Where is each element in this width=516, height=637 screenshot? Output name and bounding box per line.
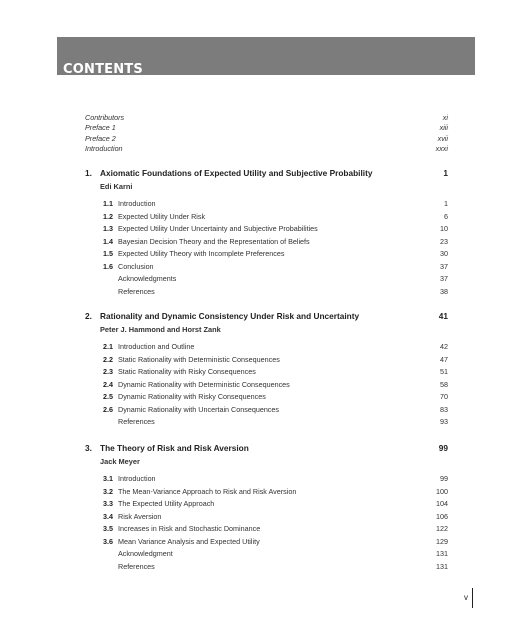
section-entry[interactable] [85,536,448,549]
section-entry[interactable] [85,354,448,367]
section-page: 104 [436,499,448,508]
section-title: Static Rationality with Deterministic Consequences [118,354,280,364]
section-page: 23 [440,236,448,246]
section-title: References [118,286,155,296]
front-matter-label: Introduction [85,143,123,153]
section-title: Acknowledgments [118,274,177,283]
section-page: 100 [436,486,448,496]
section-number: 3.2 [103,486,113,496]
front-matter-entry[interactable] [85,134,448,144]
section-title: References [118,417,155,426]
section-page: 6 [444,211,448,221]
section-page: 30 [440,249,448,258]
section-entry[interactable] [85,211,448,224]
section-number: 2.2 [103,354,113,364]
front-matter-page: xvii [437,133,448,143]
section-page: 10 [440,224,448,233]
section-title: Expected Utility Theory with Incomplete Preferences [118,249,285,258]
chapter-page: 1 [443,168,448,178]
section-entry[interactable] [85,486,448,499]
section-title: The Mean-Variance Approach to Risk and Risk Aversion [118,486,297,496]
section-page: 83 [440,404,448,414]
section-page: 131 [436,549,448,558]
section-entry[interactable] [85,223,448,236]
section-number: 1.1 [103,199,113,208]
section-entry[interactable] [85,416,448,429]
chapter-3 [85,442,448,573]
section-entry[interactable] [85,523,448,536]
section-entry[interactable] [85,286,448,299]
chapter-heading[interactable] [85,310,448,322]
chapter-heading[interactable] [85,442,448,454]
chapter-title: Rationality and Dynamic Consistency Under Risk and Uncertainty [100,311,360,321]
section-number: 3.3 [103,499,113,508]
section-number: 2.6 [103,404,113,414]
header-band [57,37,475,75]
page-number-rule [472,588,473,608]
chapter-title: Axiomatic Foundations of Expected Utility and Subjective Probability [100,168,373,178]
section-entry[interactable] [85,379,448,392]
section-title: Bayesian Decision Theory and the Representation of Beliefs [118,236,310,246]
section-number: 1.6 [103,261,113,271]
section-page: 131 [436,561,448,571]
section-page: 106 [436,511,448,521]
front-matter-label: Preface 1 [85,123,116,133]
front-matter-entry[interactable] [85,123,448,133]
chapter-author: Peter J. Hammond and Horst Zank [100,325,221,334]
front-matter-label: Contributors [85,113,125,122]
page-number: v [464,593,468,602]
section-number: 1.5 [103,249,113,258]
section-title: Risk Aversion [118,511,162,521]
section-entry[interactable] [85,498,448,511]
section-page: 93 [440,417,448,426]
section-entry[interactable] [85,261,448,274]
section-page: 129 [436,536,448,546]
section-number: 1.3 [103,224,113,233]
section-number: 3.1 [103,474,113,483]
section-page: 37 [440,261,448,271]
section-number: 1.4 [103,236,113,246]
section-number [85,273,118,286]
section-entry[interactable] [85,473,448,486]
section-number: 3.5 [103,524,113,533]
section-title: Dynamic Rationality with Uncertain Consequences [118,404,279,414]
chapter-2 [85,310,448,429]
front-matter-page: xi [442,113,448,122]
section-page: 38 [440,286,448,296]
section-title: Mean Variance Analysis and Expected Utility [118,536,260,546]
front-matter-label: Preface 2 [85,133,116,143]
section-entry[interactable] [85,341,448,354]
section-number [85,286,118,299]
section-entry[interactable] [85,511,448,524]
section-entry[interactable] [85,561,448,574]
section-title: Dynamic Rationality with Deterministic Consequences [118,379,290,389]
section-page: 122 [436,524,448,533]
section-page: 37 [440,274,448,283]
chapter-number: 2. [85,311,92,321]
section-title: Increases in Risk and Stochastic Dominance [118,524,261,533]
chapter-author: Edi Karni [100,182,133,191]
section-number: 3.6 [103,536,113,546]
section-page: 70 [440,392,448,401]
front-matter-page: xxxi [435,143,448,153]
front-matter-entry[interactable] [85,113,448,123]
section-entry[interactable] [85,391,448,404]
section-title: Introduction [118,474,156,483]
section-page: 58 [440,379,448,389]
section-entry[interactable] [85,548,448,561]
chapter-number: 3. [85,443,92,453]
section-page: 1 [444,199,448,208]
front-matter-page: xiii [439,123,448,133]
section-title: Introduction and Outline [118,342,195,351]
chapter-1 [85,167,448,298]
section-entry[interactable] [85,404,448,417]
section-page: 51 [440,367,448,376]
chapter-page: 99 [438,443,448,453]
section-title: Expected Utility Under Uncertainty and Subjective Probabilities [118,224,318,233]
section-number: 2.4 [103,379,113,389]
section-number: 2.1 [103,342,113,351]
section-number [85,416,118,429]
chapter-author: Jack Meyer [100,457,140,466]
section-title: Dynamic Rationality with Risky Consequences [118,392,266,401]
section-entry[interactable] [85,366,448,379]
section-entry[interactable] [85,248,448,261]
section-number: 2.3 [103,367,113,376]
page-title: CONTENTS [63,62,143,77]
section-number [85,548,118,561]
chapter-heading[interactable] [85,167,448,179]
section-title: Static Rationality with Risky Consequences [118,367,256,376]
front-matter [85,113,448,154]
section-title: The Expected Utility Approach [118,499,215,508]
chapter-number: 1. [85,168,92,178]
section-title: Introduction [118,199,156,208]
section-page: 42 [440,342,448,351]
chapter-title: The Theory of Risk and Risk Aversion [100,443,249,453]
section-title: Expected Utility Under Risk [118,211,206,221]
section-page: 47 [440,354,448,364]
section-entry[interactable] [85,273,448,286]
section-entry[interactable] [85,198,448,211]
section-title: References [118,561,155,571]
section-title: Conclusion [118,261,154,271]
section-page: 99 [440,474,448,483]
chapter-page: 41 [438,311,448,321]
section-entry[interactable] [85,236,448,249]
section-title: Acknowledgment [118,549,173,558]
section-number: 1.2 [103,211,113,221]
section-number: 3.4 [103,511,113,521]
front-matter-entry[interactable] [85,144,448,154]
section-number: 2.5 [103,392,113,401]
section-number [85,561,118,574]
